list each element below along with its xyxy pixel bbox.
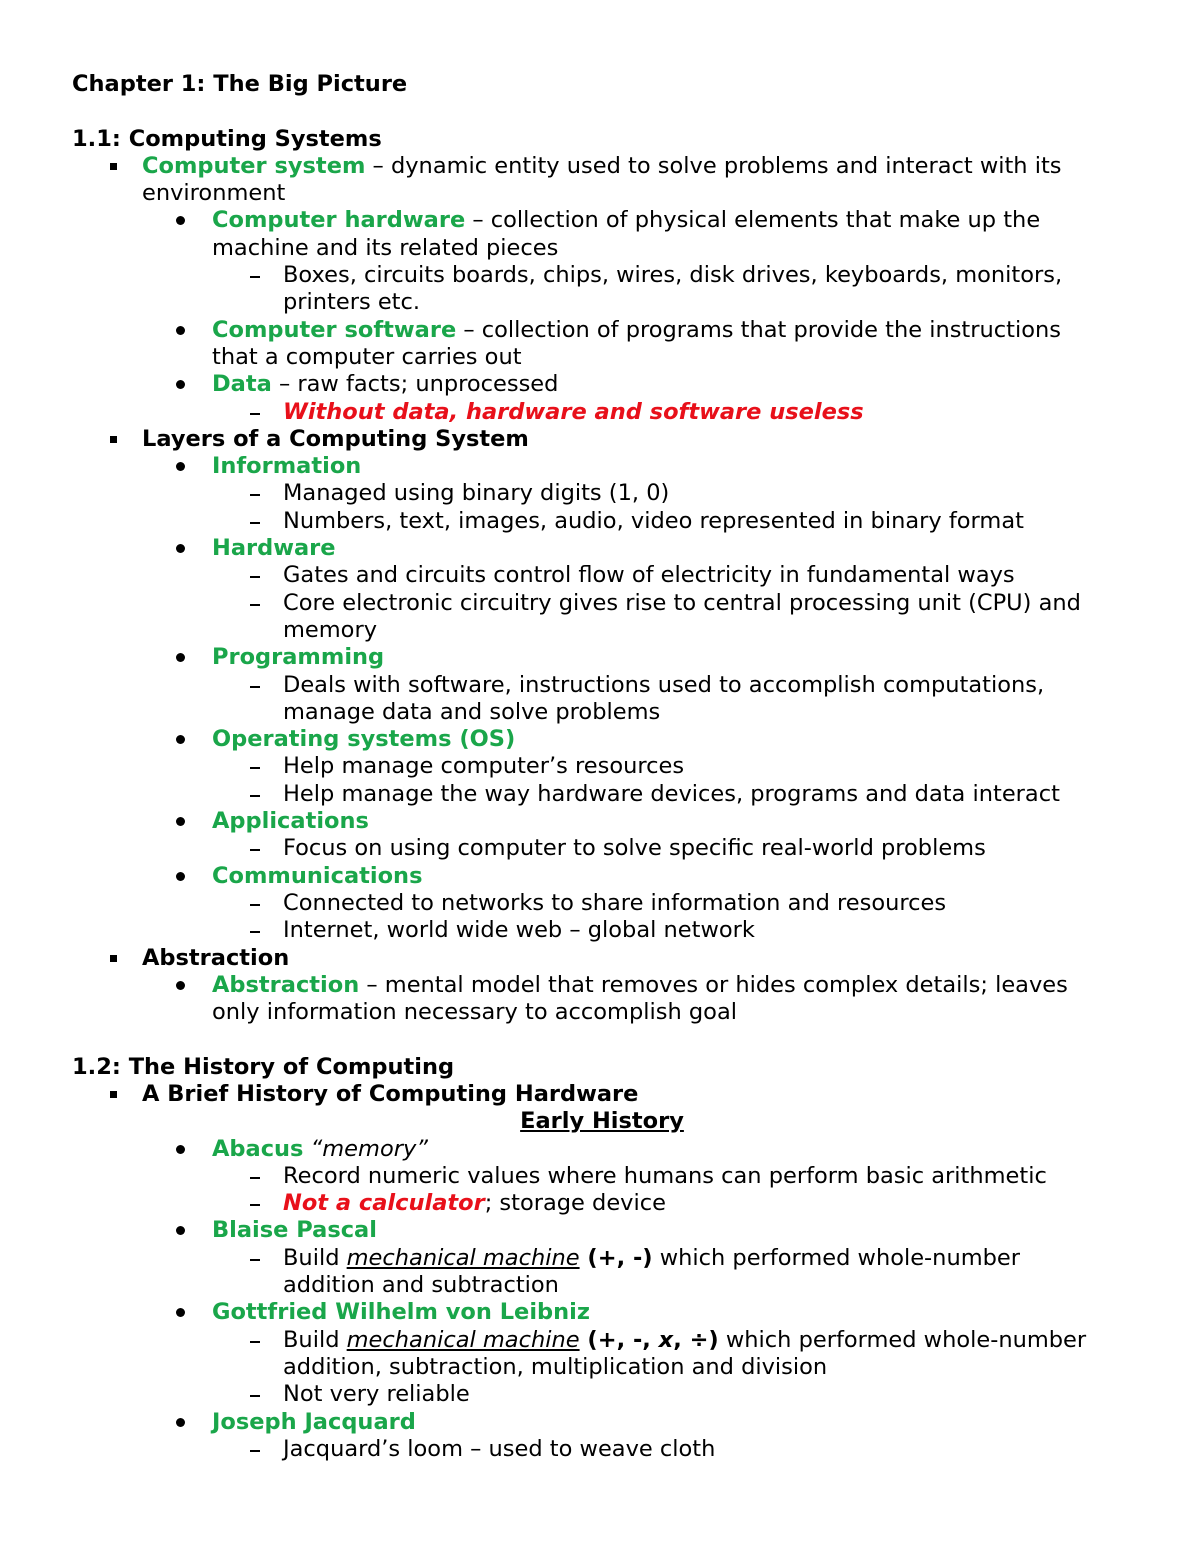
round-bullet-icon — [176, 462, 185, 471]
sub-item-text: Boxes, circuits boards, chips, wires, disk drives, keyboards, monitors, — [283, 262, 1063, 289]
list-item-computer-system — [72, 153, 1132, 180]
term-computer-hardware: Computer hardware — [212, 207, 466, 234]
list-item-layers — [72, 426, 1132, 453]
sub-item — [72, 590, 1132, 617]
definition-text: – raw facts; unprocessed — [271, 371, 559, 398]
term-computer-software: Computer software — [212, 316, 457, 343]
round-bullet-icon — [176, 817, 185, 826]
definition-text: – collection of physical elements that make up the — [465, 207, 1041, 234]
definition-continuation: that a computer carries out — [212, 343, 522, 370]
term-joseph-jacquard: Joseph Jacquard — [212, 1408, 416, 1435]
sub-item — [72, 781, 1132, 808]
list-item-computer-software — [72, 317, 1132, 344]
sub-item-text: Core electronic circuitry gives rise to central processing unit (CPU) and — [283, 589, 1081, 616]
operators-text: , ÷) — [673, 1326, 719, 1353]
list-item-data — [72, 371, 1132, 398]
sub-item — [72, 1381, 1132, 1408]
dash-bullet-icon — [250, 1395, 260, 1397]
sub-item — [72, 480, 1132, 507]
section-title-1-1: 1.1: Computing Systems — [72, 125, 382, 152]
subheading-brief-history: A Brief History of Computing Hardware — [142, 1080, 639, 1107]
sub-item-continuation: memory — [283, 616, 378, 643]
sub-item-continuation: addition and subtraction — [283, 1272, 559, 1299]
dash-bullet-icon — [250, 767, 260, 769]
list-item-abacus — [72, 1136, 1132, 1163]
sub-item — [72, 508, 1132, 535]
sub-item — [72, 1190, 1132, 1217]
sub-item-text: Internet, world wide web – global network — [283, 917, 755, 944]
sub-item — [72, 1163, 1132, 1190]
list-item-abstraction-heading — [72, 945, 1132, 972]
mechanical-machine-text: mechanical machine — [346, 1326, 580, 1353]
early-history-text: Early History — [520, 1108, 684, 1135]
sub-item — [72, 917, 1132, 944]
sub-item-text: which performed whole-number — [652, 1244, 1020, 1271]
dash-bullet-icon — [250, 413, 260, 415]
round-bullet-icon — [176, 1226, 185, 1235]
list-item-brief-history — [72, 1081, 1132, 1108]
dash-bullet-icon — [250, 931, 260, 933]
square-bullet-icon — [110, 955, 117, 962]
section-title-1-2: 1.2: The History of Computing — [72, 1053, 455, 1080]
definition-continuation: environment — [142, 180, 286, 207]
dash-bullet-icon — [250, 1341, 260, 1343]
sub-item — [72, 1436, 1132, 1463]
round-bullet-icon — [176, 326, 185, 335]
round-bullet-icon — [176, 1145, 185, 1154]
dash-bullet-icon — [250, 276, 260, 278]
term-operating-systems: Operating systems (OS) — [212, 726, 516, 753]
sub-item-text: Build — [283, 1244, 347, 1271]
square-bullet-icon — [110, 163, 117, 170]
term-leibniz: Gottfried Wilhelm von Leibniz — [212, 1299, 590, 1326]
term-abstraction: Abstraction — [212, 971, 360, 998]
definition-text: – mental model that removes or hides complex details; leaves — [359, 971, 1068, 998]
sub-item — [72, 399, 1132, 426]
round-bullet-icon — [176, 216, 185, 225]
operators-text: (+, -, — [579, 1326, 659, 1353]
term-computer-system: Computer system — [142, 152, 366, 179]
term-data: Data — [212, 371, 272, 398]
dash-bullet-icon — [250, 494, 260, 496]
operators-text: (+, -) — [579, 1244, 653, 1271]
square-bullet-icon — [110, 1091, 117, 1098]
early-history-heading — [72, 1108, 1132, 1135]
sub-item-continuation: addition, subtraction, multiplication and division — [283, 1353, 828, 1380]
round-bullet-icon — [176, 735, 185, 744]
sub-item — [72, 753, 1132, 780]
round-bullet-icon — [176, 653, 185, 662]
square-bullet-icon — [110, 436, 117, 443]
sub-item-text: Not very reliable — [283, 1381, 470, 1408]
sub-item — [72, 835, 1132, 862]
round-bullet-icon — [176, 981, 185, 990]
sub-item-text: Deals with software, instructions used to accomplish computations, — [283, 671, 1045, 698]
list-item-operating-systems — [72, 726, 1132, 753]
sub-item-text: Record numeric values where humans can perform basic arithmetic — [283, 1162, 1047, 1189]
round-bullet-icon — [176, 544, 185, 553]
round-bullet-icon — [176, 872, 185, 881]
sub-item — [72, 262, 1132, 289]
round-bullet-icon — [176, 380, 185, 389]
dash-bullet-icon — [250, 522, 260, 524]
sub-item — [72, 672, 1132, 699]
term-programming: Programming — [212, 644, 385, 671]
list-item-abstraction — [72, 972, 1132, 999]
definition-continuation: machine and its related pieces — [212, 234, 559, 261]
sub-item — [72, 562, 1132, 589]
list-item-jacquard — [72, 1409, 1132, 1436]
definition-continuation: only information necessary to accomplish goal — [212, 999, 737, 1026]
sub-item-text: Help manage the way hardware devices, programs and data interact — [283, 780, 1060, 807]
term-abacus: Abacus — [212, 1135, 304, 1162]
list-item-programming — [72, 644, 1132, 671]
list-item-leibniz — [72, 1299, 1132, 1326]
term-information: Information — [212, 453, 362, 480]
dash-bullet-icon — [250, 1204, 260, 1206]
dash-bullet-icon — [250, 604, 260, 606]
document-page — [72, 71, 1132, 1463]
sub-item-text: Gates and circuits control flow of electricity in fundamental ways — [283, 562, 1015, 589]
sub-item-text: Focus on using computer to solve specific real-world problems — [283, 835, 986, 862]
list-item-applications — [72, 808, 1132, 835]
sub-item-text: Managed using binary digits (1, 0) — [283, 480, 670, 507]
list-item-information — [72, 453, 1132, 480]
sub-item — [72, 1327, 1132, 1354]
dash-bullet-icon — [250, 904, 260, 906]
term-blaise-pascal: Blaise Pascal — [212, 1217, 377, 1244]
dash-bullet-icon — [250, 686, 260, 688]
chapter-title: Chapter 1: The Big Picture — [72, 71, 408, 97]
emphasis-note: Not a calculator — [283, 1190, 485, 1217]
emphasis-note: Without data, hardware and software useless — [283, 398, 864, 425]
sub-item — [72, 1245, 1132, 1272]
list-item-hardware — [72, 535, 1132, 562]
dash-bullet-icon — [250, 795, 260, 797]
sub-item-text: Connected to networks to share information and resources — [283, 889, 947, 916]
definition-text: – collection of programs that provide the instructions — [456, 316, 1061, 343]
list-item-computer-hardware — [72, 207, 1132, 234]
sub-item — [72, 890, 1132, 917]
dash-bullet-icon — [250, 1259, 260, 1261]
list-item-communications — [72, 863, 1132, 890]
sub-item-text: Build — [283, 1326, 347, 1353]
dash-bullet-icon — [250, 1450, 260, 1452]
sub-item-continuation: manage data and solve problems — [283, 698, 661, 725]
dash-bullet-icon — [250, 576, 260, 578]
sub-item-text: which performed whole-number — [718, 1326, 1087, 1353]
list-item-pascal — [72, 1217, 1132, 1244]
round-bullet-icon — [176, 1418, 185, 1427]
sub-item-text: Numbers, text, images, audio, video represented in binary format — [283, 507, 1024, 534]
sub-item-text: ; storage device — [484, 1190, 666, 1217]
term-communications: Communications — [212, 862, 423, 889]
round-bullet-icon — [176, 1308, 185, 1317]
term-hardware: Hardware — [212, 535, 336, 562]
sub-item-continuation: printers etc. — [283, 289, 421, 316]
dash-bullet-icon — [250, 849, 260, 851]
subheading-abstraction: Abstraction — [142, 944, 290, 971]
sub-item-text: Help manage computer’s resources — [283, 753, 685, 780]
operator-x-text: x — [658, 1326, 674, 1353]
dash-bullet-icon — [250, 1177, 260, 1179]
abacus-memory-label: “memory” — [303, 1135, 428, 1162]
definition-text: – dynamic entity used to solve problems and interact with its — [365, 152, 1062, 179]
subheading-layers: Layers of a Computing System — [142, 425, 529, 452]
mechanical-machine-text: mechanical machine — [346, 1244, 580, 1271]
term-applications: Applications — [212, 808, 369, 835]
sub-item-text: Jacquard’s loom – used to weave cloth — [283, 1435, 716, 1462]
